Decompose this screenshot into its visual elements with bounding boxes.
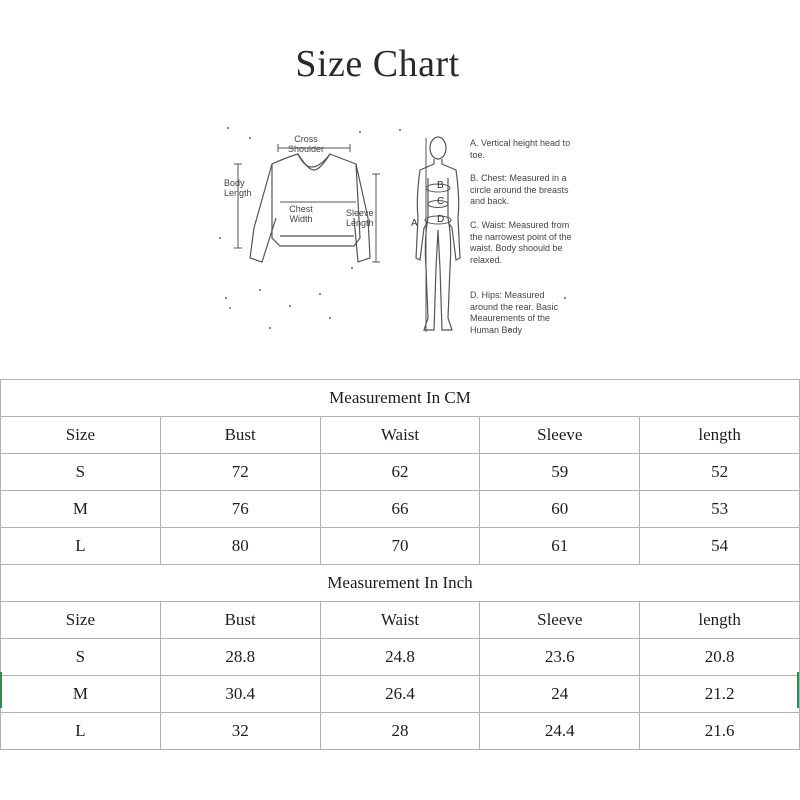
- column-header-bust: Bust: [160, 417, 320, 454]
- column-header-size: Size: [1, 602, 161, 639]
- length-cell: 52: [640, 454, 800, 491]
- length-cell: 53: [640, 491, 800, 528]
- length-cell: 54: [640, 528, 800, 565]
- table-row: [1, 454, 800, 491]
- size-cell: L: [1, 713, 161, 750]
- sleeve-cell: 24.4: [480, 713, 640, 750]
- table-row: [1, 491, 800, 528]
- size-cell: S: [1, 639, 161, 676]
- chest-width-label: Chest Width: [289, 204, 313, 224]
- table-header-row: [1, 417, 800, 454]
- sleeve-length-label: Sleeve Length: [346, 208, 374, 228]
- size-table: [0, 379, 800, 750]
- size-cell: L: [1, 528, 161, 565]
- note-b: B. Chest: Measured in a circle around the breasts and back.: [470, 173, 569, 206]
- table-row: [1, 528, 800, 565]
- bust-cell: 76: [160, 491, 320, 528]
- note-a: A. Vertical height head to toe.: [470, 138, 571, 160]
- column-header-length: length: [640, 417, 800, 454]
- length-cell: 21.6: [640, 713, 800, 750]
- table-header-row: [1, 602, 800, 639]
- waist-cell: 66: [320, 491, 480, 528]
- sleeve-cell: 61: [480, 528, 640, 565]
- row-selection-marker-left: [0, 672, 2, 708]
- bust-cell: 30.4: [160, 676, 320, 713]
- sleeve-cell: 59: [480, 454, 640, 491]
- table-row: [1, 639, 800, 676]
- column-header-length: length: [640, 602, 800, 639]
- sleeve-cell: 24: [480, 676, 640, 713]
- sleeve-cell: 60: [480, 491, 640, 528]
- column-header-sleeve: Sleeve: [480, 602, 640, 639]
- column-header-sleeve: Sleeve: [480, 417, 640, 454]
- page-title: Size Chart: [295, 43, 460, 85]
- column-header-bust: Bust: [160, 602, 320, 639]
- table-row: [1, 713, 800, 750]
- column-header-waist: Waist: [320, 602, 480, 639]
- size-cell: S: [1, 454, 161, 491]
- bust-cell: 28.8: [160, 639, 320, 676]
- column-header-size: Size: [1, 417, 161, 454]
- bust-cell: 80: [160, 528, 320, 565]
- length-cell: 21.2: [640, 676, 800, 713]
- body-marker-d: D: [437, 214, 445, 225]
- body-length-label: Body Length: [224, 178, 252, 198]
- bust-cell: 32: [160, 713, 320, 750]
- bust-cell: 72: [160, 454, 320, 491]
- waist-cell: 62: [320, 454, 480, 491]
- column-header-waist: Waist: [320, 417, 480, 454]
- note-c: C. Waist: Measured from the narrowest point of the waist. Body shoould be relaxed.: [470, 220, 572, 265]
- length-cell: 20.8: [640, 639, 800, 676]
- row-selection-marker-right: [797, 672, 799, 708]
- table-row: [1, 676, 800, 713]
- sleeve-cell: 23.6: [480, 639, 640, 676]
- body-marker-b: B: [437, 180, 444, 191]
- inch-table-caption: Measurement In Inch: [1, 565, 800, 602]
- cm-table-caption: Measurement In CM: [1, 380, 800, 417]
- size-cell: M: [1, 491, 161, 528]
- body-marker-c: C: [437, 196, 445, 207]
- size-cell: M: [1, 676, 161, 713]
- waist-cell: 24.8: [320, 639, 480, 676]
- note-d: D. Hips: Measured around the rear. Basic Meaurements of the Human Body: [470, 290, 559, 335]
- waist-cell: 28: [320, 713, 480, 750]
- waist-cell: 70: [320, 528, 480, 565]
- waist-cell: 26.4: [320, 676, 480, 713]
- measurement-diagram: [210, 118, 590, 348]
- body-marker-a: A: [411, 218, 418, 229]
- cross-shoulder-label: Cross Shoulder: [287, 134, 325, 154]
